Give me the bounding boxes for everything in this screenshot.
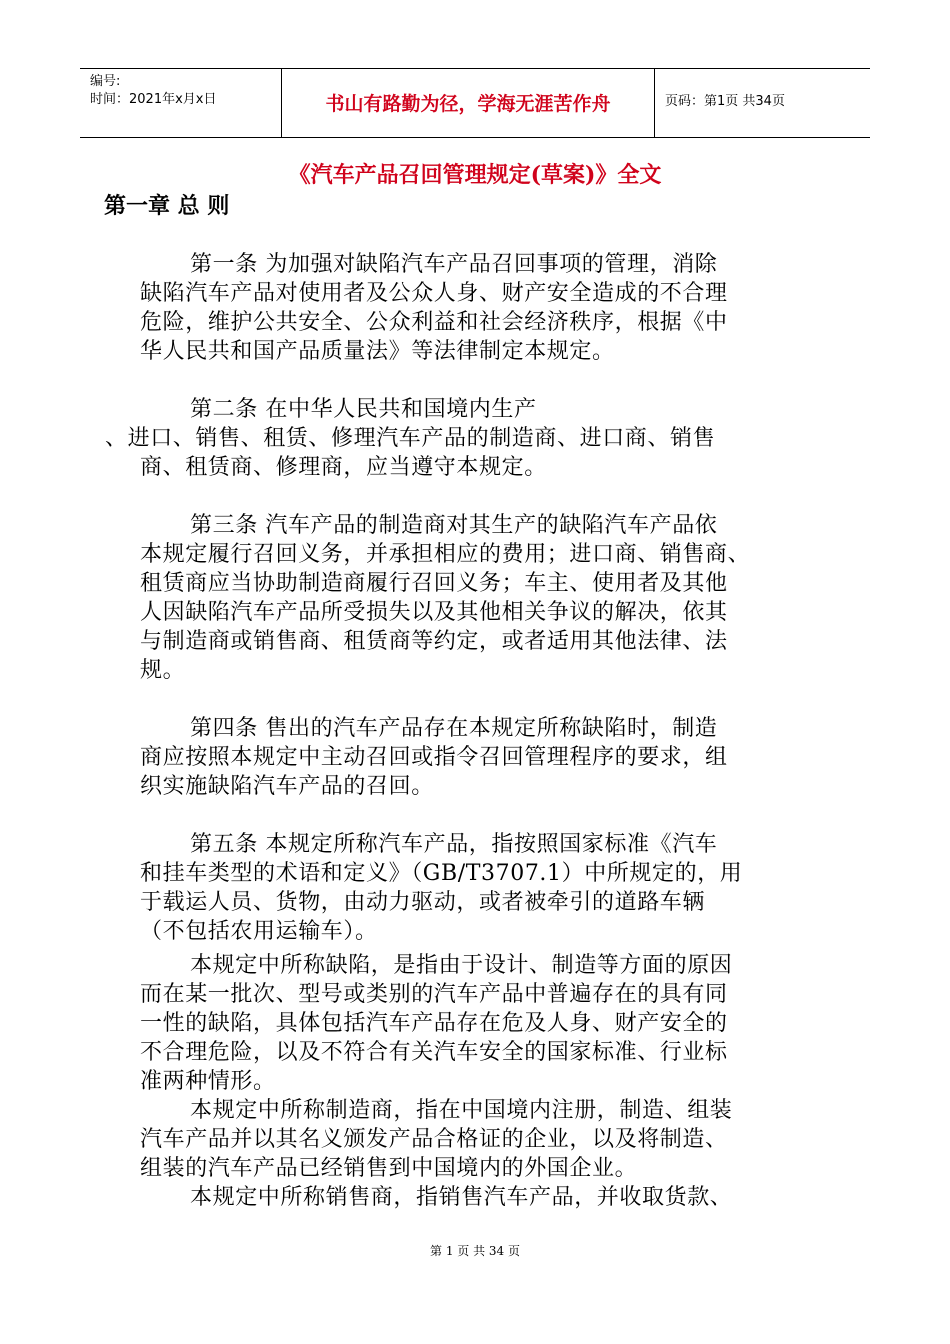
- body-line: 而在某一批次、型号或类别的汽车产品中普遍存在的具有同: [140, 982, 728, 1007]
- body-line: 第二条 在中华人民共和国境内生产: [190, 397, 537, 422]
- body-line: 租赁商应当协助制造商履行召回义务；车主、使用者及其他: [140, 571, 728, 596]
- body-line: 准两种情形。: [140, 1069, 276, 1094]
- body-line: 第一条 为加强对缺陷汽车产品召回事项的管理，消除: [190, 252, 718, 277]
- body-line: 于载运人员、货物，由动力驱动，或者被牵引的道路车辆: [140, 890, 706, 915]
- header-motto-cell: [282, 69, 655, 137]
- page-footer: 第 1 页 共 34 页: [430, 1244, 520, 1258]
- body-line: 本规定中所称缺陷，是指由于设计、制造等方面的原因: [190, 953, 733, 978]
- body-line: 本规定中所称制造商，指在中国境内注册，制造、组装: [190, 1098, 733, 1123]
- header-meta-cell: [80, 69, 282, 137]
- motto-text: 书山有路勤为径，学海无涯苦作舟: [325, 93, 611, 115]
- body-line: 和挂车类型的术语和定义》（GB/T3707.1）中所规定的，用: [140, 861, 743, 886]
- body-line: 人因缺陷汽车产品所受损失以及其他相关争议的解决，依其: [140, 600, 728, 625]
- body-line: 第三条 汽车产品的制造商对其生产的缺陷汽车产品依: [190, 513, 718, 538]
- page-info: 页码：第1页 共34页: [665, 94, 785, 109]
- body-line: 、进口、销售、租赁、修理汽车产品的制造商、进口商、销售: [105, 426, 716, 451]
- body-line: 商、租赁商、修理商，应当遵守本规定。: [140, 455, 547, 480]
- body-line: 华人民共和国产品质量法》等法律制定本规定。: [140, 339, 615, 364]
- header-page-cell: [655, 69, 870, 137]
- document-title: 《汽车产品召回管理规定(草案)》全文: [288, 162, 662, 188]
- body-line: 一性的缺陷，具体包括汽车产品存在危及人身、财产安全的: [140, 1011, 728, 1036]
- body-line: 本规定中所称销售商，指销售汽车产品，并收取货款、: [190, 1185, 733, 1210]
- serial-label: 编号:: [90, 74, 121, 89]
- body-line: 本规定履行召回义务，并承担相应的费用；进口商、销售商、: [140, 542, 751, 567]
- body-line: 第四条 售出的汽车产品存在本规定所称缺陷时，制造: [190, 716, 718, 741]
- body-line: 织实施缺陷汽车产品的召回。: [140, 774, 434, 799]
- body-line: 第五条 本规定所称汽车产品，指按照国家标准《汽车: [190, 832, 718, 857]
- body-line: 组装的汽车产品已经销售到中国境内的外国企业。: [140, 1156, 638, 1181]
- body-line: 与制造商或销售商、租赁商等约定，或者适用其他法律、法: [140, 629, 728, 654]
- body-line: 商应按照本规定中主动召回或指令召回管理程序的要求，组: [140, 745, 728, 770]
- body-line: 缺陷汽车产品对使用者及公众人身、财产安全造成的不合理: [140, 281, 728, 306]
- chapter-heading: 第一章 总 则: [104, 194, 230, 219]
- body-line: 汽车产品并以其名义颁发产品合格证的企业，以及将制造、: [140, 1127, 728, 1152]
- body-line: 不合理危险，以及不符合有关汽车安全的国家标准、行业标: [140, 1040, 728, 1065]
- body-line: 规。: [140, 658, 186, 683]
- date-label: 时间：2021年x月x日: [90, 92, 217, 107]
- body-line: （不包括农用运输车）。: [140, 919, 378, 944]
- header-table: [80, 68, 870, 138]
- body-line: 危险，维护公共安全、公众利益和社会经济秩序，根据《中: [140, 310, 728, 335]
